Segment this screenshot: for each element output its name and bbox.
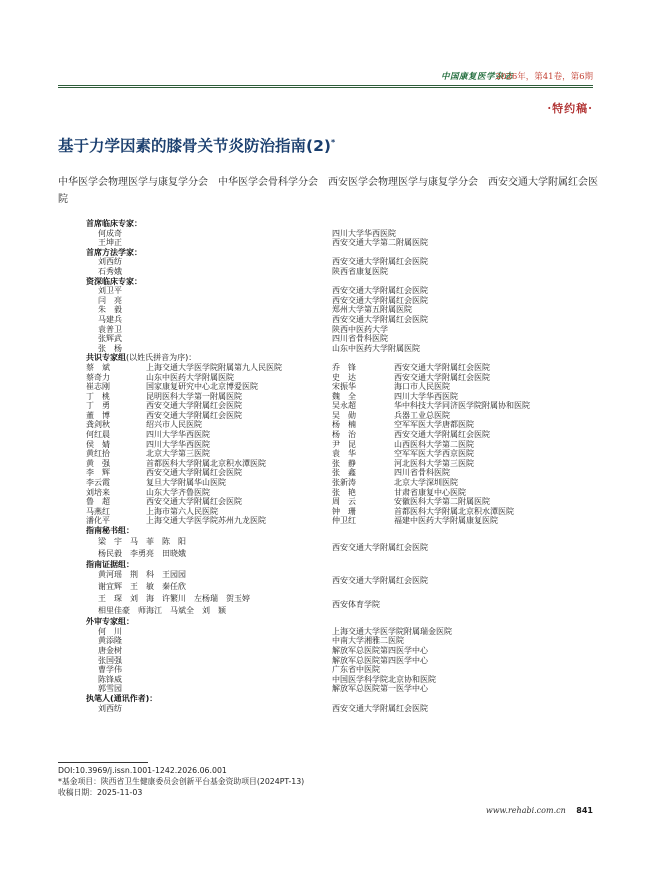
group-affiliation: 西安体育学院 (332, 600, 380, 610)
consensus-row (86, 516, 586, 526)
expert-name: 张 杨 (98, 343, 122, 353)
expert-name: 侯 婧 (86, 439, 110, 449)
expert-affiliation: 西安交通大学附属红会医院 (332, 295, 428, 305)
page-number: 841 (576, 806, 593, 815)
footnote-rule (58, 762, 148, 763)
group-names (98, 593, 250, 617)
expert-affiliation: 西安交通大学附属红会医院 (332, 703, 428, 713)
expert-affiliation: 四川大学华西医院 (394, 391, 458, 401)
section-label-consensus (86, 353, 586, 363)
title-text: 基于力学因素的膝骨关节炎防治指南(2) (58, 137, 331, 155)
expert-row (86, 315, 586, 325)
expert-name: 杨 楠 (332, 420, 356, 430)
expert-affiliation: 山东中医药大学附属医院 (332, 343, 420, 353)
expert-row (86, 257, 586, 267)
expert-name: 龚剑秋 (86, 420, 110, 430)
group-block (86, 569, 586, 593)
expert-name: 刘培来 (86, 487, 110, 497)
header-rule (58, 85, 593, 86)
expert-row (86, 627, 586, 637)
expert-name: 史 达 (332, 372, 356, 382)
expert-row (86, 286, 586, 296)
expert-affiliation: 解放军总医院第一医学中心 (332, 684, 428, 694)
expert-name: 曹学伟 (98, 665, 122, 675)
expert-affiliation: 郑州大学第五附属医院 (332, 305, 412, 315)
expert-name: 潘化平 (86, 516, 110, 526)
expert-affiliation: 空军军医大学唐都医院 (394, 420, 474, 430)
expert-name: 吴永超 (332, 401, 356, 411)
expert-affiliation: 海口市人民医院 (394, 382, 450, 392)
expert-name: 黄添隆 (98, 636, 122, 646)
section-label-secretary (86, 526, 586, 536)
expert-affiliation: 中国医学科学院北京协和医院 (332, 674, 436, 684)
expert-name: 乔 锋 (332, 362, 356, 372)
expert-affiliation: 福建中医药大学附属康复医院 (394, 516, 498, 526)
consensus-row (86, 468, 586, 478)
expert-row (86, 325, 586, 335)
expert-name: 宋振华 (332, 382, 356, 392)
expert-affiliation: 解放军总医院第四医学中心 (332, 645, 428, 655)
group-affiliation: 西安交通大学附属红会医院 (332, 542, 428, 552)
section-label-text: 首席方法学家： (86, 247, 142, 257)
section-label-text: 共识专家组 (86, 353, 126, 363)
expert-name: 钟 珊 (332, 506, 356, 516)
expert-name: 蔡 斌 (86, 362, 110, 372)
article-title (58, 134, 335, 156)
title-footnote-mark: * (330, 137, 336, 147)
expert-affiliation: 西安交通大学附属红会医院 (332, 286, 428, 296)
expert-row (86, 229, 586, 239)
section-label-text: 首席临床专家： (86, 219, 142, 228)
expert-affiliation: 四川大学华西医院 (146, 439, 210, 449)
expert-affiliation: 西安交通大学附属红会医院 (146, 497, 242, 507)
expert-row (86, 238, 586, 248)
expert-name: 朱 毅 (98, 305, 122, 315)
expert-affiliation: 山东大学齐鲁医院 (146, 487, 210, 497)
expert-name: 王坤正 (98, 238, 122, 248)
expert-name: 张辉武 (98, 334, 122, 344)
expert-row (86, 636, 586, 646)
column-tag: ·特约稿· (547, 102, 593, 115)
expert-affiliation: 陕西省康复医院 (332, 266, 388, 276)
expert-affiliation: 上海交通大学医学院苏州九龙医院 (146, 516, 266, 526)
doi: DOI:10.3969/j.issn.1001-1242.2026.06.001 (58, 766, 227, 775)
expert-row (86, 305, 586, 315)
journal-header (58, 70, 593, 84)
expert-name: 马建兵 (98, 314, 122, 324)
consensus-row (86, 488, 586, 498)
group-block (86, 536, 586, 560)
expert-list (86, 219, 586, 713)
footnotes (58, 765, 304, 799)
expert-affiliation: 首都医科大学附属北京积水潭医院 (394, 506, 514, 516)
expert-affiliation: 昆明医科大学第一附属医院 (146, 391, 242, 401)
expert-name: 陈锋威 (98, 674, 122, 684)
expert-name: 张国强 (98, 655, 122, 665)
expert-row (86, 675, 586, 685)
section-label-evidence (86, 560, 586, 570)
section-note: (以姓氏拼音为序)： (126, 353, 197, 363)
consensus-row (86, 401, 586, 411)
expert-name: 蔡奇力 (86, 372, 110, 382)
expert-affiliation: 国家康复研究中心北京博爱医院 (146, 382, 258, 392)
expert-affiliation: 西安交通大学附属红会医院 (394, 372, 490, 382)
expert-name: 马燕红 (86, 506, 110, 516)
section-label-external (86, 617, 586, 627)
section-label-text: 指南证据组： (86, 559, 134, 569)
expert-affiliation: 首都医科大学附属北京积水潭医院 (146, 458, 266, 468)
page-footer (486, 806, 593, 815)
expert-name: 袁普卫 (98, 324, 122, 334)
expert-row (86, 267, 586, 277)
expert-name: 周 云 (332, 497, 356, 507)
expert-affiliation: 安徽医科大学第二附属医院 (394, 497, 490, 507)
consensus-row (86, 363, 586, 373)
expert-affiliation: 西安交通大学附属红会医院 (332, 314, 428, 324)
expert-affiliation: 西安交通大学附属红会医院 (332, 257, 428, 267)
group-name-line: 黄河瑶 荆 科 王园园 (98, 570, 186, 580)
section-label-writer (86, 694, 586, 704)
expert-row (86, 334, 586, 344)
expert-name: 刘西纺 (98, 257, 122, 267)
expert-affiliation: 山西医科大学第二医院 (394, 439, 474, 449)
section-label-chief_method (86, 248, 586, 258)
expert-name: 鲁 超 (86, 497, 110, 507)
expert-name: 唐金树 (98, 645, 122, 655)
expert-name: 吴 勋 (332, 410, 356, 420)
consensus-row (86, 478, 586, 488)
journal-issue: 2026年，第41卷，第6期 (495, 72, 593, 82)
expert-affiliation: 西安交通大学附属红会医院 (394, 430, 490, 440)
expert-name: 张 艳 (332, 487, 356, 497)
expert-name: 张 静 (332, 458, 356, 468)
expert-affiliation: 北京大学第三医院 (146, 449, 210, 459)
expert-row (86, 704, 586, 714)
group-name-line: 相里佳豪 师海江 马斌全 刘 颖 (98, 606, 226, 616)
consensus-row (86, 440, 586, 450)
expert-name: 刘卫平 (98, 286, 122, 296)
expert-name: 仲卫红 (332, 516, 356, 526)
received-date: 收稿日期：2025-11-03 (58, 788, 143, 798)
expert-name: 尹 昆 (332, 439, 356, 449)
author-organizations: 中华医学会物理医学与康复学分会 中华医学会骨科学分会 西安医学会物理医学与康复学分会 西安交通大学附属红会医院 (58, 177, 598, 205)
expert-affiliation: 四川省骨科医院 (394, 468, 450, 478)
expert-affiliation: 河北医科大学第三医院 (394, 458, 474, 468)
expert-affiliation: 上海交通大学医学院附属瑞金医院 (332, 626, 452, 636)
group-name-line: 谢宜辉 王 敏 秦任欣 (98, 582, 186, 592)
journal-name: 中国康复医学杂志 (440, 72, 513, 82)
expert-affiliation: 上海交通大学医学院附属第九人民医院 (146, 362, 282, 372)
group-block (86, 593, 586, 617)
expert-affiliation: 空军军医大学西京医院 (394, 449, 474, 459)
consensus-row (86, 373, 586, 383)
section-label-chief_clinical (86, 219, 586, 229)
expert-affiliation: 四川大学华西医院 (332, 228, 396, 238)
expert-affiliation: 山东中医药大学附属医院 (146, 372, 234, 382)
expert-row (86, 344, 586, 354)
consensus-row (86, 497, 586, 507)
expert-name: 张新涛 (332, 478, 356, 488)
expert-name: 杨 治 (332, 430, 356, 440)
consensus-row (86, 507, 586, 517)
expert-affiliation: 中南大学湘雅二医院 (332, 636, 404, 646)
expert-affiliation: 上海市第六人民医院 (146, 506, 218, 516)
expert-name: 何 川 (98, 626, 122, 636)
header-rule-thin (58, 87, 593, 88)
expert-affiliation: 华中科技大学同济医学院附属协和医院 (394, 401, 530, 411)
section-label-text: 资深临床专家： (86, 276, 142, 286)
expert-name: 丁 桃 (86, 391, 110, 401)
expert-affiliation: 绍兴市人民医院 (146, 420, 202, 430)
expert-name: 何成奇 (98, 228, 122, 238)
expert-affiliation: 甘肃省康复中心医院 (394, 487, 466, 497)
expert-name: 黄 强 (86, 458, 110, 468)
expert-affiliation: 西安交通大学附属红会医院 (146, 410, 242, 420)
website: www.rehabi.com.cn (485, 806, 566, 815)
group-names (98, 536, 186, 560)
consensus-row (86, 449, 586, 459)
group-names (98, 569, 186, 593)
fund-note: *基金项目：陕西省卫生健康委员会创新平台基金资助项目(2024PT-13) (58, 777, 305, 787)
expert-name: 黄红拾 (86, 449, 110, 459)
consensus-row (86, 430, 586, 440)
expert-name: 李 辉 (86, 468, 110, 478)
expert-affiliation: 西安交通大学附属红会医院 (394, 362, 490, 372)
expert-name: 丁 勇 (86, 401, 110, 411)
expert-row (86, 646, 586, 656)
expert-name: 魏 全 (332, 391, 356, 401)
expert-affiliation: 四川省骨科医院 (332, 334, 388, 344)
expert-affiliation: 兵器工业总医院 (394, 410, 450, 420)
expert-affiliation: 西安交通大学第二附属医院 (332, 238, 428, 248)
expert-name: 崔志刚 (86, 382, 110, 392)
section-label-senior_clinical (86, 277, 586, 287)
expert-name: 何红晨 (86, 430, 110, 440)
expert-affiliation: 四川大学华西医院 (146, 430, 210, 440)
expert-row (86, 656, 586, 666)
expert-affiliation: 北京大学深圳医院 (394, 478, 458, 488)
consensus-row (86, 420, 586, 430)
expert-row (86, 296, 586, 306)
section-label-text: 执笔人(通讯作者)： (86, 693, 158, 703)
consensus-row (86, 392, 586, 402)
section-label-text: 外审专家组： (86, 617, 134, 627)
expert-affiliation: 陕西中医药大学 (332, 324, 388, 334)
expert-name: 闫 亮 (98, 295, 122, 305)
group-name-line: 王 琛 刘 海 许繁川 左杨瑞 贺玉婷 (98, 594, 250, 604)
expert-affiliation: 西安交通大学附属红会医院 (146, 401, 242, 411)
section-label-text: 指南秘书组： (86, 526, 134, 535)
expert-name: 石秀娥 (98, 266, 122, 276)
expert-affiliation: 解放军总医院第四医学中心 (332, 655, 428, 665)
consensus-row (86, 382, 586, 392)
consensus-row (86, 459, 586, 469)
expert-name: 郭雪园 (98, 684, 122, 694)
expert-row (86, 684, 586, 694)
expert-name: 李云霞 (86, 478, 110, 488)
expert-name: 刘西纺 (98, 703, 122, 713)
expert-row (86, 665, 586, 675)
expert-name: 袁 华 (332, 449, 356, 459)
group-affiliation: 西安交通大学附属红会医院 (332, 576, 428, 586)
expert-affiliation: 西安交通大学附属红会医院 (146, 468, 242, 478)
group-name-line: 梁 宇 马 菲 陈 阳 (98, 536, 186, 546)
expert-affiliation: 复旦大学附属华山医院 (146, 478, 226, 488)
group-name-line: 杨民毅 李勇亮 田晓娥 (98, 548, 186, 558)
expert-name: 董 博 (86, 410, 110, 420)
expert-name: 张 鑫 (332, 468, 356, 478)
expert-affiliation: 广东省中医院 (332, 665, 380, 675)
